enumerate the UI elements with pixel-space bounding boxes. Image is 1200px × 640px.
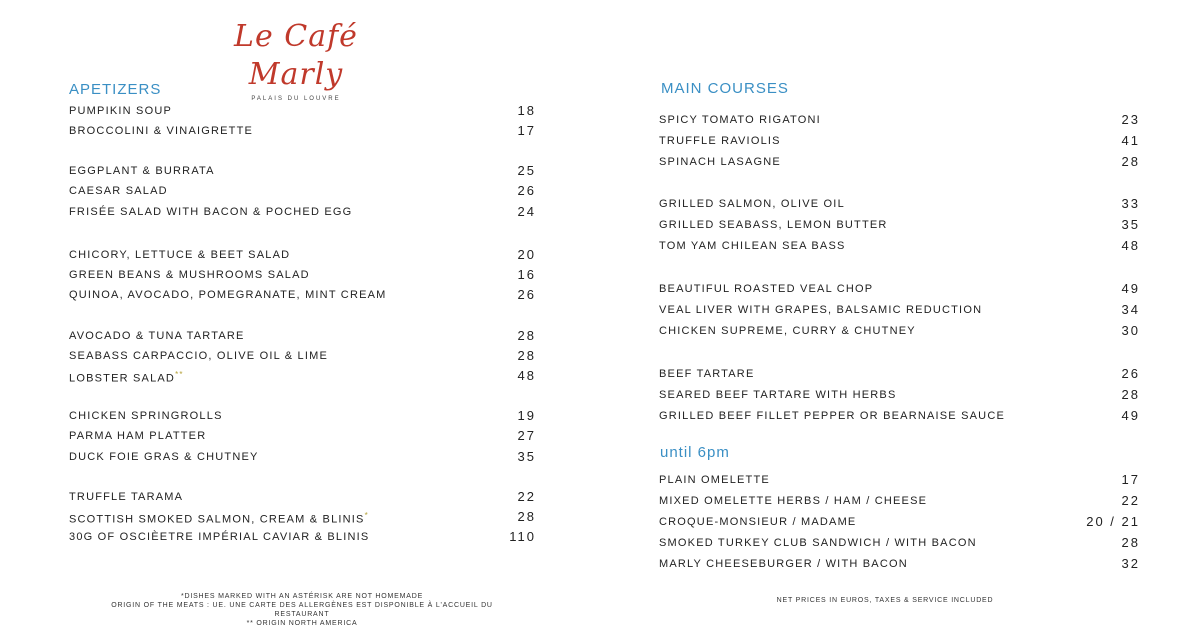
dish-price: 30 bbox=[1121, 323, 1140, 338]
section-title-appetizers: APETIZERS bbox=[69, 81, 162, 98]
dish-name: VEAL LIVER WITH GRAPES, BALSAMIC REDUCTION bbox=[659, 304, 983, 316]
dish-name: GRILLED BEEF FILLET PEPPER OR BEARNAISE SAUCE bbox=[659, 410, 1005, 422]
dish-price: 110 bbox=[509, 529, 536, 544]
dish-name: SMOKED TURKEY CLUB SANDWICH / WITH BACON bbox=[659, 537, 977, 549]
dish-price: 23 bbox=[1121, 112, 1140, 127]
dish-name: SEABASS CARPACCIO, OLIVE OIL & LIME bbox=[69, 350, 329, 362]
dish-price: 49 bbox=[1121, 281, 1140, 296]
dish-name: CHICKEN SUPREME, CURRY & CHUTNEY bbox=[659, 325, 916, 337]
dish-price: 48 bbox=[517, 368, 536, 383]
dish-price: 26 bbox=[517, 183, 536, 198]
asterisk-mark: * bbox=[364, 511, 369, 520]
footnote-line: ** ORIGIN NORTH AMERICA bbox=[246, 620, 358, 627]
dish-name: TRUFFLE RAVIOLIS bbox=[659, 135, 781, 147]
dish-price: 28 bbox=[1121, 154, 1140, 169]
section-title-main-courses: MAIN COURSES bbox=[661, 80, 789, 97]
dish-price: 26 bbox=[1121, 366, 1140, 381]
dish-price: 28 bbox=[517, 328, 536, 343]
section-title-until-6pm: until 6pm bbox=[660, 444, 730, 461]
dish-price: 28 bbox=[517, 509, 536, 524]
dish-name: SCOTTISH SMOKED SALMON, CREAM & BLINIS* bbox=[69, 511, 369, 526]
dish-name: GREEN BEANS & MUSHROOMS SALAD bbox=[69, 269, 310, 281]
dish-name: SPINACH LASAGNE bbox=[659, 156, 781, 168]
dish-price: 17 bbox=[517, 123, 536, 138]
dish-name: QUINOA, AVOCADO, POMEGRANATE, MINT CREAM bbox=[69, 289, 387, 301]
dish-name: MIXED OMELETTE HERBS / HAM / CHEESE bbox=[659, 495, 928, 507]
footnote-right: NET PRICES IN EUROS, TAXES & SERVICE INCLUDED bbox=[776, 597, 994, 604]
dish-name: CHICKEN SPRINGROLLS bbox=[69, 410, 223, 422]
dish-price: 33 bbox=[1121, 196, 1140, 211]
dish-price: 28 bbox=[1121, 387, 1140, 402]
dish-name: BEAUTIFUL ROASTED VEAL CHOP bbox=[659, 283, 874, 295]
dish-name: SEARED BEEF TARTARE WITH HERBS bbox=[659, 389, 897, 401]
dish-price: 19 bbox=[517, 408, 536, 423]
dish-name: PLAIN OMELETTE bbox=[659, 474, 770, 486]
footnotes-left bbox=[90, 592, 514, 628]
dish-price: 22 bbox=[517, 489, 536, 504]
asterisk-mark: ** bbox=[175, 370, 184, 379]
dish-name: CROQUE-MONSIEUR / MADAME bbox=[659, 516, 857, 528]
dish-name: EGGPLANT & BURRATA bbox=[69, 165, 215, 177]
dish-price: 27 bbox=[517, 428, 536, 443]
dish-name: AVOCADO & TUNA TARTARE bbox=[69, 330, 245, 342]
dish-name: GRILLED SEABASS, LEMON BUTTER bbox=[659, 219, 888, 231]
dish-price: 22 bbox=[1121, 493, 1140, 508]
dish-name: DUCK FOIE GRAS & CHUTNEY bbox=[69, 451, 259, 463]
logo-name: Le Café Marly bbox=[234, 19, 358, 92]
dish-name: PARMA HAM PLATTER bbox=[69, 430, 207, 442]
dish-price: 20 bbox=[517, 247, 536, 262]
dish-name: LOBSTER SALAD** bbox=[69, 370, 184, 385]
restaurant-logo bbox=[196, 18, 396, 102]
dish-price: 49 bbox=[1121, 408, 1140, 423]
dish-price: 35 bbox=[1121, 217, 1140, 232]
dish-price: 34 bbox=[1121, 302, 1140, 317]
dish-price: 28 bbox=[517, 348, 536, 363]
dish-name: BROCCOLINI & VINAIGRETTE bbox=[69, 125, 254, 137]
footnote-line: ORIGIN OF THE MEATS : UE. UNE CARTE DES ALLERGÈNES EST DISPONIBLE À L'ACCUEIL DU RESTAURANT bbox=[111, 602, 493, 618]
dish-name: CAESAR SALAD bbox=[69, 185, 168, 197]
dish-price: 41 bbox=[1121, 133, 1140, 148]
dish-price: 20 / 21 bbox=[1086, 514, 1140, 529]
dish-price: 28 bbox=[1121, 535, 1140, 550]
dish-price: 18 bbox=[517, 103, 536, 118]
dish-name: MARLY CHEESEBURGER / WITH BACON bbox=[659, 558, 908, 570]
dish-price: 26 bbox=[517, 287, 536, 302]
dish-price: 17 bbox=[1121, 472, 1140, 487]
logo-subtitle: PALAIS DU LOUVRE bbox=[251, 96, 341, 102]
dish-price: 24 bbox=[517, 204, 536, 219]
dish-price: 32 bbox=[1121, 556, 1140, 571]
dish-name: BEEF TARTARE bbox=[659, 368, 755, 380]
dish-name: TRUFFLE TARAMA bbox=[69, 491, 184, 503]
dish-price: 48 bbox=[1121, 238, 1140, 253]
dish-name: PUMPIKIN SOUP bbox=[69, 105, 173, 117]
dish-name: TOM YAM CHILEAN SEA BASS bbox=[659, 240, 846, 252]
footnote-line: *DISHES MARKED WITH AN ASTÉRISK ARE NOT HOMEMADE bbox=[180, 593, 424, 600]
dish-price: 16 bbox=[517, 267, 536, 282]
dish-name: GRILLED SALMON, OLIVE OIL bbox=[659, 198, 845, 210]
dish-price: 25 bbox=[517, 163, 536, 178]
dish-name: FRISÉE SALAD WITH BACON & POCHED EGG bbox=[69, 206, 353, 218]
dish-price: 35 bbox=[517, 449, 536, 464]
dish-name: 30G OF OSCIÈETRE IMPÉRIAL CAVIAR & BLINIS bbox=[69, 531, 370, 543]
dish-name: CHICORY, LETTUCE & BEET SALAD bbox=[69, 249, 291, 261]
dish-name: SPICY TOMATO RIGATONI bbox=[659, 114, 821, 126]
